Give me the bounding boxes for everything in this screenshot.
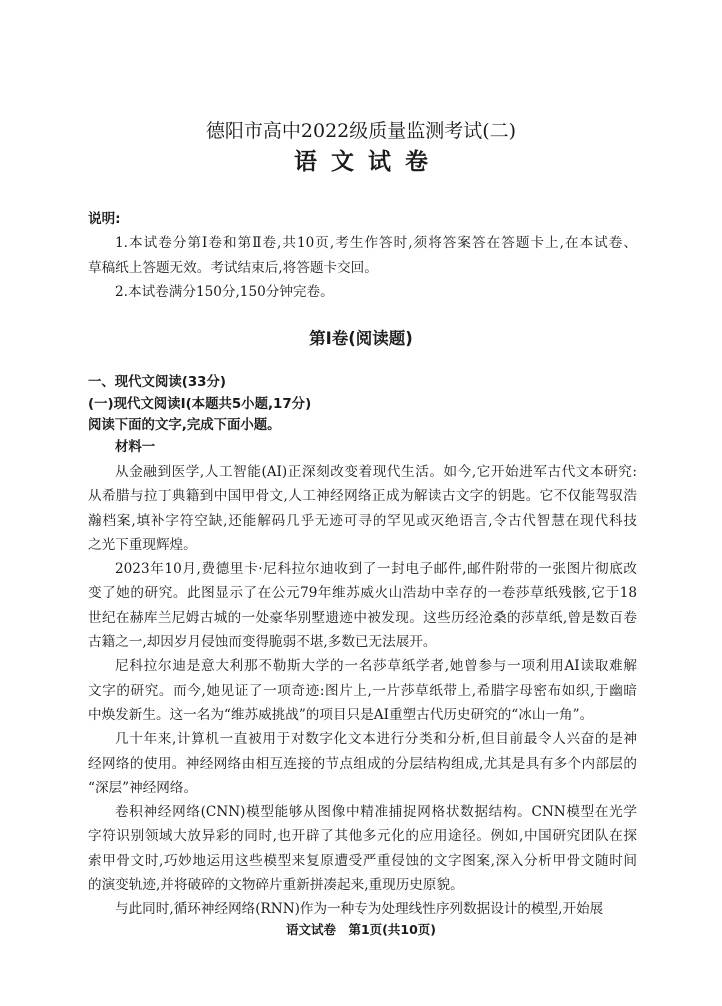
- paragraph-line: 古籍之一,却因岁月侵蚀而变得脆弱不堪,多数已无法展开。: [88, 634, 437, 651]
- paragraph-line: 文字的研究。而今,她见证了一项奇迹:图片上,一片莎草纸带上,希腊字母密布如织,于幽暗: [88, 682, 637, 699]
- reading-direction: 阅读下面的文字,完成下面小题。: [88, 418, 281, 434]
- paragraph-line: 世纪在赫库兰尼姆古城的一处豪华别墅遗迹中被发现。这些历经沧桑的莎草纸,曾是数百卷: [88, 609, 637, 626]
- material-label: 材料一: [115, 440, 156, 456]
- instruction-line: 1.本试卷分第Ⅰ卷和第Ⅱ卷,共10页,考生作答时,须将答案答在答题卡上,在本试卷、: [115, 235, 637, 252]
- instructions-label: 说明:: [88, 211, 121, 227]
- paragraph-line: 中焕发新生。这一名为“维苏威挑战”的项目只是AI重塑古代历史研究的“冰山一角”。: [88, 706, 594, 723]
- paragraph-line: 经网络的使用。神经网络由相互连接的节点组成的分层结构组成,尤其是具有多个内部层的: [88, 755, 637, 772]
- paragraph-line: 几十年来,计算机一直被用于对数字化文本进行分类和分析,但目前最令人兴奋的是神: [115, 731, 637, 748]
- section-headings: [88, 372, 637, 459]
- paragraph-line: 尼科拉尔迪是意大利那不勒斯大学的一名莎草纸学者,她曾参与一项利用AI读取难解: [115, 658, 637, 675]
- paragraph-line: 字符识别领域大放异彩的同时,也开辟了其他多元化的应用途径。例如,中国研究团队在探: [88, 828, 637, 845]
- exam-subject-title: 语文试卷: [294, 149, 442, 175]
- instruction-line: 2.本试卷满分150分,150分钟完卷。: [115, 283, 334, 300]
- paragraph-line: 从希腊与拉丁典籍到中国甲骨文,人工神经网络正成为解读古文字的钥匙。它不仅能驾驭浩: [88, 488, 637, 505]
- paragraph-line: 索甲骨文时,巧妙地运用这些模型来复原遭受严重侵蚀的文字图案,深入分析甲骨文随时间: [88, 852, 637, 869]
- subpart-heading: (一)现代文阅读Ⅰ(本题共5小题,17分): [88, 396, 312, 412]
- paragraph-line: “深层”神经网络。: [88, 779, 198, 796]
- paragraph-line: 变了她的研究。此图显示了在公元79年维苏威火山浩劫中幸存的一卷莎草纸残骸,它于18: [88, 585, 637, 602]
- paragraph-line: 与此同时,循环神经网络(RNN)作为一种专为处理线性序列数据设计的模型,开始展: [115, 901, 604, 918]
- paragraph-line: 卷积神经网络(CNN)模型能够从图像中精准捕捉网格状数据结构。CNN模型在光学: [115, 804, 637, 821]
- paragraph-line: 2023年10月,费德里卡·尼科拉尔迪收到了一封电子邮件,邮件附带的一张图片彻底改: [115, 561, 637, 578]
- page-footer: 语文试卷 第1页(共10页): [285, 922, 437, 937]
- part-heading: 一、现代文阅读(33分): [88, 375, 226, 390]
- section-title: 第Ⅰ卷(阅读题): [309, 329, 413, 348]
- paragraph-line: 瀚档案,填补字符空缺,还能解码几乎无迹可寻的罕见或灭绝语言,令古代智慧在现代科技: [88, 512, 637, 529]
- paragraph-line: 的演变轨迹,并将破碎的文物碎片重新拼凑起来,重现历史原貌。: [88, 877, 464, 894]
- passage: [88, 460, 637, 922]
- paragraph-line: 之光下重现辉煌。: [88, 536, 197, 553]
- exam-title: 德阳市高中2022级质量监测考试(二): [205, 120, 517, 142]
- instructions: [88, 207, 637, 304]
- instruction-line: 草稿纸上答题无效。考试结束后,将答题卡交回。: [88, 259, 378, 276]
- paragraph-line: 从金融到医学,人工智能(AI)正深刻改变着现代生活。如今,它开始进军古代文本研究:: [115, 464, 637, 480]
